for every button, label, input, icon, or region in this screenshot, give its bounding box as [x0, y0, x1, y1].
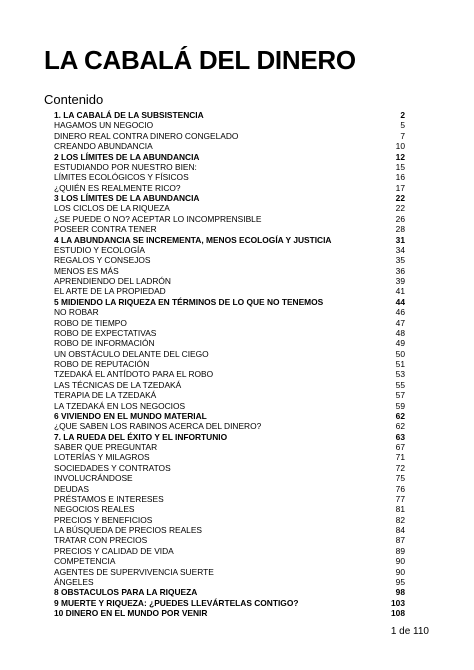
toc-entry-page-number: 82: [395, 514, 405, 525]
toc-entry-title: 4 LA ABUNDANCIA SE INCREMENTA, MENOS ECOLOGÍA Y JUSTICIA: [54, 234, 332, 245]
toc-entry-title: ÁNGELES: [54, 576, 94, 587]
toc-section-entry[interactable]: [54, 473, 405, 483]
toc-entry-title: LOS CICLOS DE LA RIQUEZA: [54, 203, 170, 214]
toc-section-entry[interactable]: [54, 494, 405, 504]
toc-entry-page-number: 47: [395, 317, 405, 328]
toc-chapter-entry[interactable]: [54, 608, 405, 618]
toc-entry-title: CREANDO ABUNDANCIA: [54, 141, 153, 152]
toc-entry-title: AGENTES DE SUPERVIVENCIA SUERTE: [54, 566, 214, 577]
toc-section-entry[interactable]: [54, 484, 405, 494]
toc-entry-page-number: 22: [395, 193, 405, 203]
toc-entry-page-number: 55: [395, 379, 405, 390]
toc-entry-page-number: 98: [395, 587, 405, 598]
toc-section-entry[interactable]: [54, 286, 405, 296]
toc-entry-page-number: 7: [400, 130, 405, 141]
toc-section-entry[interactable]: [54, 141, 405, 151]
toc-entry-page-number: 39: [395, 276, 405, 286]
toc-chapter-entry[interactable]: [54, 432, 405, 442]
toc-entry-page-number: 62: [395, 410, 405, 421]
toc-entry-page-number: 72: [395, 462, 405, 473]
toc-section-entry[interactable]: [54, 556, 405, 566]
toc-entry-page-number: 49: [395, 338, 405, 349]
toc-section-entry[interactable]: [54, 120, 405, 130]
toc-entry-page-number: 26: [395, 213, 405, 224]
toc-entry-page-number: 28: [395, 224, 405, 235]
toc-entry-page-number: 51: [395, 359, 405, 369]
toc-section-entry[interactable]: [54, 359, 405, 369]
toc-entry-page-number: 76: [395, 483, 405, 494]
toc-entry-page-number: 50: [395, 348, 405, 359]
toc-entry-title: NEGOCIOS REALES: [54, 504, 135, 515]
toc-entry-page-number: 59: [395, 400, 405, 411]
toc-entry-title: 10 DINERO EN EL MUNDO POR VENIR: [54, 608, 208, 618]
toc-entry-title: ROBO DE INFORMACIÓN: [54, 338, 155, 349]
toc-entry-page-number: 10: [395, 141, 405, 152]
toc-entry-page-number: 53: [395, 369, 405, 380]
toc-entry-title: PRECIOS Y CALIDAD DE VIDA: [54, 545, 174, 556]
toc-section-entry[interactable]: [54, 307, 405, 317]
toc-entry-page-number: 31: [395, 234, 405, 245]
toc-entry-page-number: 15: [395, 161, 405, 172]
toc-entry-page-number: 44: [395, 296, 405, 307]
toc-entry-title: TZEDAKÁ EL ANTÍDOTO PARA EL ROBO: [54, 369, 214, 380]
toc-entry-title: SABER QUE PREGUNTAR: [54, 442, 158, 452]
toc-section-entry[interactable]: [54, 452, 405, 462]
toc-section-entry[interactable]: [54, 224, 405, 234]
toc-entry-title: 5 MIDIENDO LA RIQUEZA EN TÉRMINOS DE LO QUE NO TENEMOS: [54, 296, 324, 307]
toc-section-entry[interactable]: [54, 369, 405, 379]
toc-section-entry[interactable]: [54, 203, 405, 213]
toc-section-entry[interactable]: [54, 567, 405, 577]
toc-section-entry[interactable]: [54, 266, 405, 276]
toc-entry-title: INVOLUCRÁNDOSE: [54, 473, 133, 484]
toc-entry-title: ¿QUIÉN ES REALMENTE RICO?: [54, 182, 181, 193]
toc-entry-title: MENOS ES MÁS: [54, 265, 119, 276]
toc-chapter-entry[interactable]: [54, 152, 405, 162]
toc-section-entry[interactable]: [54, 442, 405, 452]
toc-entry-page-number: 57: [395, 390, 405, 401]
toc-section-entry[interactable]: [54, 338, 405, 348]
toc-entry-title: DEUDAS: [54, 483, 89, 494]
toc-entry-page-number: 17: [395, 182, 405, 193]
toc-entry-title: HAGAMOS UN NEGOCIO: [54, 120, 154, 131]
toc-entry-title: ROBO DE EXPECTATIVAS: [54, 327, 157, 338]
toc-section-entry[interactable]: [54, 421, 405, 431]
toc-entry-page-number: 90: [395, 566, 405, 577]
toc-entry-page-number: 5: [400, 120, 405, 131]
toc-entry-title: 7. LA RUEDA DEL ÉXITO Y EL INFORTUNIO: [54, 431, 228, 442]
toc-entry-page-number: 75: [395, 473, 405, 484]
toc-section-entry[interactable]: [54, 131, 405, 141]
toc-entry-title: 2 LOS LÍMITES DE LA ABUNDANCIA: [54, 151, 200, 162]
toc-entry-title: APRENDIENDO DEL LADRÓN: [54, 276, 171, 286]
toc-entry-page-number: 46: [395, 307, 405, 318]
toc-entry-title: ROBO DE TIEMPO: [54, 317, 127, 328]
toc-section-entry[interactable]: [54, 380, 405, 390]
toc-entry-page-number: 41: [395, 286, 405, 297]
toc-entry-page-number: 84: [395, 525, 405, 535]
toc-entry-page-number: 2: [400, 110, 405, 120]
toc-entry-title: ¿QUE SABEN LOS RABINOS ACERCA DEL DINERO?: [54, 421, 262, 432]
toc-entry-title: LA BÚSQUEDA DE PRECIOS REALES: [54, 525, 203, 535]
toc-chapter-entry[interactable]: [54, 193, 405, 203]
toc-chapter-entry[interactable]: [54, 297, 405, 307]
toc-section-entry[interactable]: [54, 172, 405, 182]
toc-entry-title: PRECIOS Y BENEFICIOS: [54, 514, 153, 525]
toc-section-entry[interactable]: [54, 214, 405, 224]
toc-section-entry[interactable]: [54, 546, 405, 556]
toc-entry-page-number: 35: [395, 255, 405, 266]
toc-entry-title: TRATAR CON PRECIOS: [54, 535, 148, 546]
page-indicator: 1 de 110: [390, 626, 429, 637]
toc-entry-title: 1. LA CABALÁ DE LA SUBSISTENCIA: [54, 110, 204, 120]
toc-section-entry[interactable]: [54, 401, 405, 411]
toc-entry-title: REGALOS Y CONSEJOS: [54, 255, 151, 266]
toc-entry-page-number: 95: [395, 576, 405, 587]
toc-section-entry[interactable]: [54, 504, 405, 514]
toc-entry-title: PRÉSTAMOS E INTERESES: [54, 493, 164, 504]
toc-entry-title: SOCIEDADES Y CONTRATOS: [54, 462, 171, 473]
toc-entry-page-number: 67: [395, 442, 405, 452]
toc-entry-page-number: 103: [391, 597, 405, 608]
toc-section-entry[interactable]: [54, 245, 405, 255]
toc-entry-title: LA TZEDAKÁ EN LOS NEGOCIOS: [54, 400, 186, 411]
toc-section-entry[interactable]: [54, 318, 405, 328]
toc-entry-title: EL ARTE DE LA PROPIEDAD: [54, 286, 166, 297]
table-of-contents: [54, 110, 405, 618]
toc-entry-page-number: 87: [395, 535, 405, 546]
toc-entry-title: 6 VIVIENDO EN EL MUNDO MATERIAL: [54, 410, 207, 421]
toc-entry-page-number: 36: [395, 265, 405, 276]
toc-entry-page-number: 48: [395, 327, 405, 338]
toc-chapter-entry[interactable]: [54, 587, 405, 597]
toc-chapter-entry[interactable]: [54, 598, 405, 608]
toc-entry-title: 8 OBSTACULOS PARA LA RIQUEZA: [54, 587, 198, 598]
toc-section-entry[interactable]: [54, 390, 405, 400]
toc-entry-title: NO ROBAR: [54, 307, 99, 318]
toc-entry-page-number: 22: [395, 203, 405, 214]
toc-section-entry[interactable]: [54, 276, 405, 286]
toc-entry-title: LÍMITES ECOLÓGICOS Y FÍSICOS: [54, 172, 189, 183]
toc-entry-page-number: 71: [395, 452, 405, 463]
toc-entry-page-number: 34: [395, 244, 405, 255]
contents-heading: Contenido: [44, 92, 104, 107]
toc-entry-page-number: 81: [395, 504, 405, 515]
toc-entry-title: LAS TÉCNICAS DE LA TZEDAKÁ: [54, 379, 182, 390]
toc-entry-page-number: 63: [395, 431, 405, 442]
toc-chapter-entry[interactable]: [54, 235, 405, 245]
toc-entry-title: ESTUDIANDO POR NUESTRO BIEN:: [54, 161, 197, 172]
toc-entry-title: POSEER CONTRA TENER: [54, 224, 157, 235]
toc-entry-page-number: 62: [395, 421, 405, 432]
toc-section-entry[interactable]: [54, 577, 405, 587]
toc-entry-title: ¿SE PUEDE O NO? ACEPTAR LO INCOMPRENSIBLE: [54, 213, 262, 224]
toc-section-entry[interactable]: [54, 183, 405, 193]
toc-entry-page-number: 77: [395, 493, 405, 504]
toc-chapter-entry[interactable]: [54, 110, 405, 120]
toc-entry-title: 9 MUERTE Y RIQUEZA: ¿PUEDES LLEVÁRTELAS CONTIGO?: [54, 597, 299, 608]
toc-section-entry[interactable]: [54, 255, 405, 265]
toc-section-entry[interactable]: [54, 463, 405, 473]
toc-section-entry[interactable]: [54, 535, 405, 545]
toc-entry-page-number: 12: [395, 151, 405, 162]
toc-entry-title: LOTERÍAS Y MILAGROS: [54, 452, 150, 463]
toc-section-entry[interactable]: [54, 328, 405, 338]
toc-section-entry[interactable]: [54, 349, 405, 359]
toc-entry-title: ROBO DE REPUTACIÓN: [54, 359, 150, 369]
toc-entry-page-number: 16: [395, 172, 405, 183]
toc-entry-title: UN OBSTÁCULO DELANTE DEL CIEGO: [54, 348, 209, 359]
toc-section-entry[interactable]: [54, 525, 405, 535]
toc-entry-page-number: 89: [395, 545, 405, 556]
toc-entry-page-number: 108: [391, 608, 405, 618]
toc-entry-title: COMPETENCIA: [54, 556, 116, 567]
toc-entry-page-number: 90: [395, 556, 405, 567]
toc-entry-title: TERAPIA DE LA TZEDAKÁ: [54, 390, 157, 401]
toc-entry-title: ESTUDIO Y ECOLOGÍA: [54, 244, 145, 255]
toc-section-entry[interactable]: [54, 515, 405, 525]
toc-entry-title: DINERO REAL CONTRA DINERO CONGELADO: [54, 130, 239, 141]
toc-section-entry[interactable]: [54, 162, 405, 172]
document-title: LA CABALÁ DEL DINERO: [44, 45, 356, 75]
toc-entry-title: 3 LOS LÍMITES DE LA ABUNDANCIA: [54, 193, 200, 203]
toc-chapter-entry[interactable]: [54, 411, 405, 421]
